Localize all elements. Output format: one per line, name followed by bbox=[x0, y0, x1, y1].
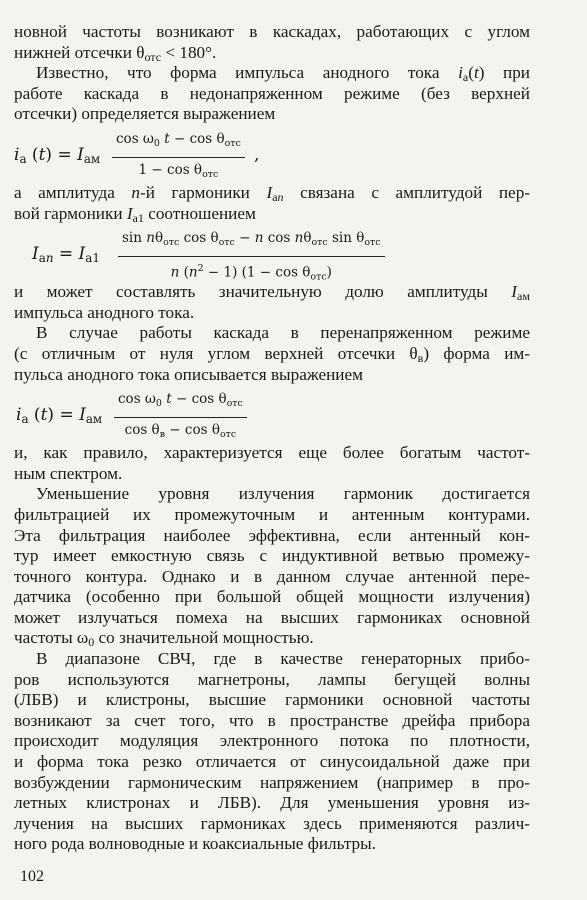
text-line: пульса анодного тока описывается выражением bbox=[14, 364, 364, 384]
text-line: возникают за счет того, что в пространстве дрейфа прибора bbox=[14, 710, 530, 730]
paragraph-overvoltage-mode bbox=[14, 323, 530, 385]
formula-lhs: $i_a$ $(t) = I_{ам}$ bbox=[16, 405, 103, 427]
text-line: фильтрацией их промежуточным и антенным контурами. bbox=[14, 504, 530, 524]
text-line: нижней отсечки $\theta_{отс} < 180^\circ$. bbox=[14, 42, 217, 64]
text-line: лучения на высших гармониках здесь применяются различ- bbox=[14, 813, 530, 833]
text-line: ным спектром. bbox=[14, 463, 123, 483]
text-line: В случае работы каскада в перенапряженном режиме bbox=[36, 323, 530, 343]
formula-fraction bbox=[118, 228, 385, 288]
fraction-denominator: n $(n^2 - 1) (1 - \cos \theta_{отс})$ bbox=[170, 262, 332, 283]
text-line: вой гармоники $I_{a1}$ соотношением bbox=[14, 203, 256, 225]
paragraph-rich-spectrum bbox=[14, 443, 530, 484]
text-line: новной частоты возникают в каскадах, работающих с углом bbox=[14, 22, 530, 41]
text-line: датчика (особенно при большой общей мощности излучения) bbox=[14, 587, 530, 607]
text-line: работе каскада в недонапряженном режиме (без верхней bbox=[14, 83, 530, 103]
formula-harmonic-amplitude bbox=[14, 224, 530, 282]
text-line: и может составлять значительную долю амплитуды $I_{ам}$ bbox=[14, 282, 530, 303]
text-line: может излучаться помеха на высших гармониках основной bbox=[14, 607, 530, 627]
page-number: 102 bbox=[20, 868, 44, 885]
formula-lhs: $i_a$ $(t) = I_{ам}$ bbox=[14, 144, 101, 166]
paragraph-filtering bbox=[14, 484, 530, 649]
fraction-denominator: $1 - \cos \theta_{отс}$ bbox=[138, 161, 219, 180]
page-text bbox=[14, 22, 530, 855]
paragraph-harmonic-amplitude bbox=[14, 183, 530, 224]
text-line: ров используются магнетроны, лампы бегущей волны bbox=[14, 669, 530, 689]
text-line: (с отличным от нуля углом верхней отсечки $\theta_в$) форма им- bbox=[14, 343, 530, 365]
text-line: Известно, что форма импульса анодного тока $i_a(t)$ при bbox=[36, 63, 530, 84]
fraction-numerator: $\cos \omega_0$ $t - \cos \theta_{отс}$ bbox=[112, 129, 245, 158]
text-line: происходит модуляция электронного потока по плотности, bbox=[14, 731, 530, 751]
fraction-denominator: $\cos \theta_в - \cos \theta_{отс}$ bbox=[124, 421, 237, 440]
text-line: Эта фильтрация наиболее эффективна, если антенный кон- bbox=[14, 525, 530, 545]
text-line: точного контура. Однако и в данном случае антенной пере- bbox=[14, 566, 530, 586]
text-line: отсечки) определяется выражением bbox=[14, 104, 276, 124]
text-line: Уменьшение уровня излучения гармоник достигается bbox=[36, 484, 530, 504]
text-line: импульса анодного тока. bbox=[14, 302, 195, 322]
text-line: возбуждении гармоническим напряжением (например в про- bbox=[14, 772, 530, 792]
text-line: а амплитуда n-й гармоники $I_{an}$ связана с амплитудой пер- bbox=[14, 182, 530, 204]
fraction-numerator: $\cos \omega_0$ $t - \cos \theta_{отс}$ bbox=[114, 389, 247, 418]
text-line: и форма тока резко отличается от синусоидальной даже при bbox=[14, 752, 530, 772]
paragraph-continuation bbox=[14, 22, 530, 63]
fraction-numerator: $\sin n\theta_{отс}$ $\cos \theta_{отс} - n$ $\cos n\theta_{отс}$ $\sin \theta_{отс}$ bbox=[118, 228, 385, 257]
formula-fraction bbox=[112, 129, 245, 185]
text-line: (ЛБВ) и клистроны, высшие гармоники основной частоты bbox=[14, 690, 530, 710]
text-line: В диапазоне СВЧ, где в качестве генераторных прибо- bbox=[36, 649, 530, 669]
text-line: частоты $\omega_0$ со значительной мощностью. bbox=[14, 628, 314, 650]
formula-punctuation: , bbox=[254, 144, 260, 165]
formula-anode-current-undervoltage bbox=[14, 125, 530, 183]
formula-lhs: $I_{an} = I_{a1}$ bbox=[32, 244, 100, 266]
paragraph-microwave-range bbox=[14, 649, 530, 855]
formula-anode-current-overvoltage bbox=[14, 385, 530, 443]
text-line: и, как правило, характеризуется еще более богатым частот- bbox=[14, 443, 530, 463]
formula-fraction bbox=[114, 389, 247, 445]
text-line: тур имеет емкостную связь с индуктивной ветвью промежу- bbox=[14, 546, 530, 566]
text-line: ного рода волноводные и коаксиальные фильтры. bbox=[14, 834, 376, 854]
text-line: летных клистронах и ЛБВ). Для уменьшения уровня из- bbox=[14, 793, 530, 813]
paragraph-anode-current-shape bbox=[14, 63, 530, 125]
paragraph-share-amplitude bbox=[14, 282, 530, 323]
